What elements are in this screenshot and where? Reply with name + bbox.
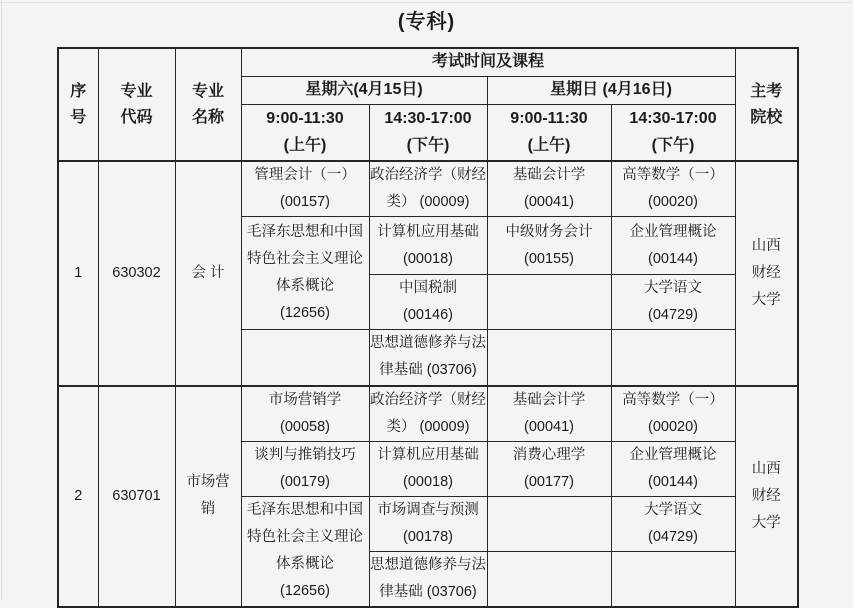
course-cell: 毛泽东思想和中国 特色社会主义理论 体系概论 (12656)	[241, 496, 369, 607]
major-code-cell: 630701	[98, 386, 175, 607]
course-cell: 大学语文 (04729)	[611, 496, 735, 551]
page-title: (专科)	[397, 11, 456, 33]
column-header-major-code: 专业 代码	[98, 48, 175, 161]
course-cell: 基础会计学 (00041)	[487, 386, 611, 442]
empty-course-cell	[487, 330, 611, 386]
course-cell: 中级财务会计 (00155)	[487, 217, 611, 275]
course-cell: 高等数学（一） (00020)	[611, 386, 735, 442]
seq-cell: 1	[58, 161, 98, 386]
exam-schedule-table	[57, 47, 799, 608]
major-code-cell: 630302	[98, 161, 175, 386]
column-header-sun-am: 9:00-11:30 (上午)	[487, 104, 611, 161]
course-cell: 消费心理学 (00177)	[487, 441, 611, 496]
empty-course-cell	[487, 496, 611, 551]
course-cell: 毛泽东思想和中国 特色社会主义理论 体系概论 (12656)	[241, 217, 369, 330]
course-cell: 基础会计学 (00041)	[487, 161, 611, 217]
institution-cell: 山西 财经 大学	[735, 161, 798, 386]
empty-course-cell	[241, 330, 369, 386]
major-name-cell: 市场营 销	[175, 386, 241, 607]
column-header-saturday: 星期六(4月15日)	[241, 76, 487, 104]
course-cell: 企业管理概论 (00144)	[611, 441, 735, 496]
course-cell: 计算机应用基础 (00018)	[369, 441, 487, 496]
column-header-major-name: 专业 名称	[175, 48, 241, 161]
course-cell: 谈判与推销技巧 (00179)	[241, 441, 369, 496]
course-cell: 大学语文 (04729)	[611, 275, 735, 330]
course-cell: 市场调查与预测 (00178)	[369, 496, 487, 551]
course-cell: 思想道德修养与法 律基础 (03706)	[369, 551, 487, 607]
course-cell: 企业管理概论 (00144)	[611, 217, 735, 275]
course-cell: 思想道德修养与法 律基础 (03706)	[369, 330, 487, 386]
course-cell: 政治经济学（财经 类） (00009)	[369, 386, 487, 442]
empty-course-cell	[487, 551, 611, 607]
column-header-institution: 主考 院校	[735, 48, 798, 161]
course-cell: 高等数学（一） (00020)	[611, 161, 735, 217]
column-header-exam-time: 考试时间及课程	[241, 48, 735, 76]
column-header-sunday: 星期日 (4月16日)	[487, 76, 735, 104]
window-edge-top-line	[0, 2, 853, 3]
seq-cell: 2	[58, 386, 98, 607]
column-header-sat-pm: 14:30-17:00 (下午)	[369, 104, 487, 161]
course-cell: 管理会计（一） (00157)	[241, 161, 369, 217]
major-name-cell: 会 计	[175, 161, 241, 386]
window-edge-left-line	[1, 0, 2, 600]
course-cell: 计算机应用基础 (00018)	[369, 217, 487, 275]
empty-course-cell	[611, 551, 735, 607]
course-cell: 政治经济学（财经 类） (00009)	[369, 161, 487, 217]
course-cell: 市场营销学 (00058)	[241, 386, 369, 442]
column-header-sun-pm: 14:30-17:00 (下午)	[611, 104, 735, 161]
empty-course-cell	[487, 275, 611, 330]
institution-cell: 山西 财经 大学	[735, 386, 798, 607]
column-header-sat-am: 9:00-11:30 (上午)	[241, 104, 369, 161]
empty-course-cell	[611, 330, 735, 386]
column-header-seq: 序 号	[58, 48, 98, 161]
course-cell: 中国税制 (00146)	[369, 275, 487, 330]
